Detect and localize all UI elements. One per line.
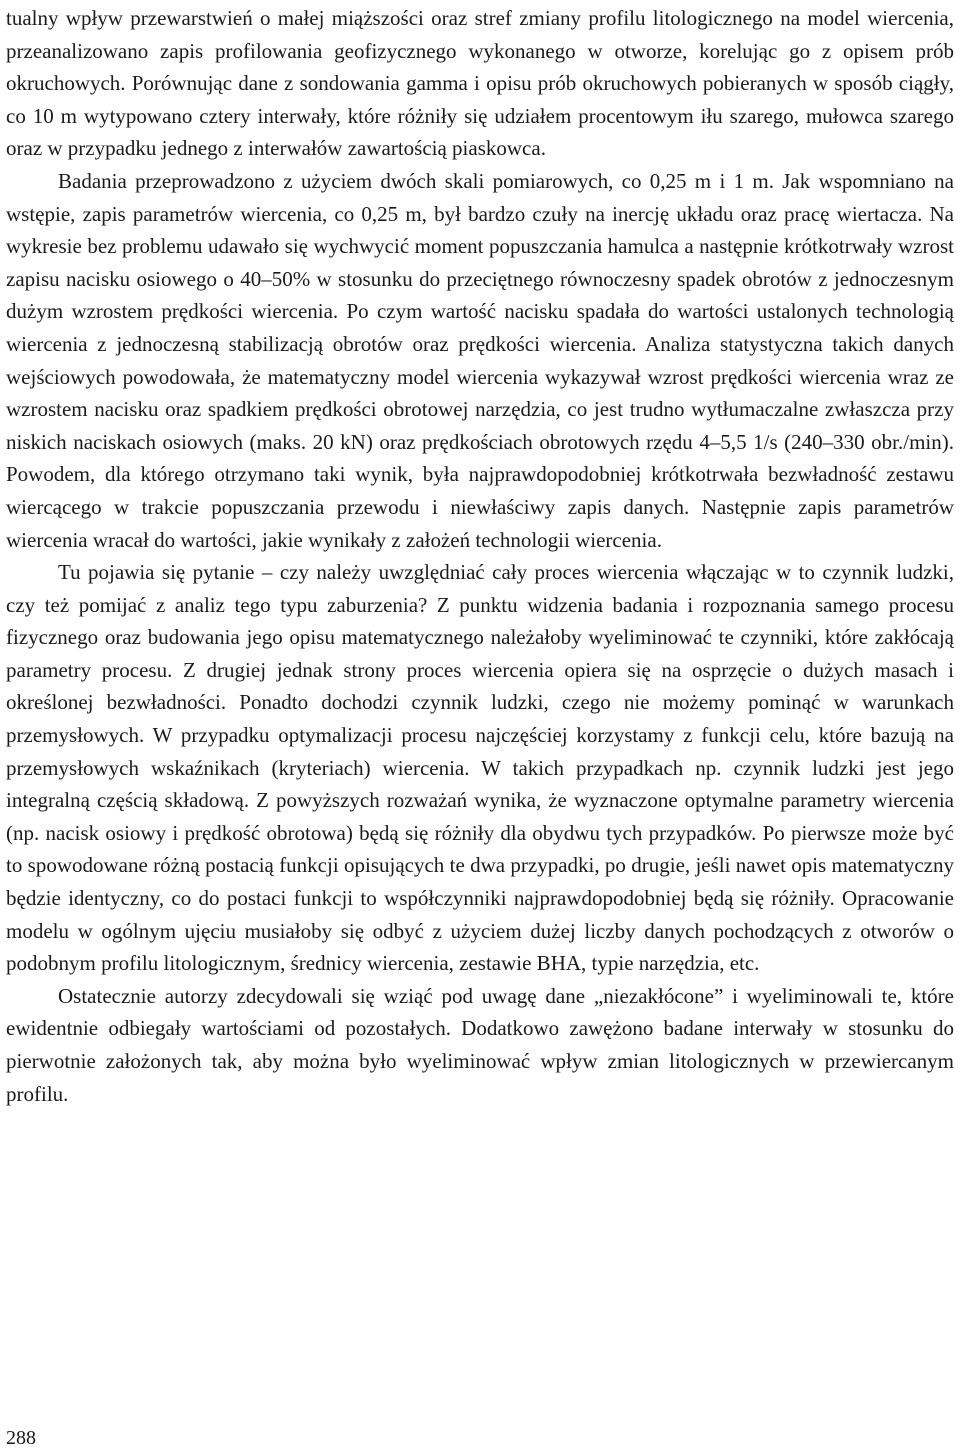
paragraph-4: Ostatecznie autorzy zdecydowali się wziąć pod uwagę dane „niezakłócone” i wyeliminowali te, które ewidentnie odbiegały wartościami od pozostałych. Dodatkowo zawężono badane interwały w stosunku do pierwotnie założonych tak, aby można było wyeliminować wpływ zmian litologicznych w przewiercanym profilu. [6, 983, 954, 1106]
page-body [6, 0, 954, 1110]
paragraph-2: Badania przeprowadzono z użyciem dwóch skali pomiarowych, co 0,25 m i 1 m. Jak wspomniano na wstępie, zapis parametrów wiercenia, co 0,25 m, był bardzo czuły na inercję układu oraz pracę wiertacza. Na wykresie bez problemu udawało się wychwycić moment popuszczania hamulca a następnie krótkotrwały wzrost zapisu nacisku osiowego o 40–50% w stosunku do przeciętnego równoczesny spadek obrotów z jednoczesnym dużym wzrostem prędkości wiercenia. Po czym wartość nacisku spadała do wartości ustalonych technologią wiercenia z jednoczesną stabilizacją obrotów oraz prędkości wiercenia. Analiza statystyczna takich danych wejściowych powodowała, że matematyczny model wiercenia wykazywał wzrost prędkości wiercenia wraz ze wzrostem nacisku oraz spadkiem prędkości obrotowej narzędzia, co jest trudno wytłumaczalne zwłaszcza przy niskich naciskach osiowych (maks. 20 kN) oraz prędkościach obrotowych rzędu 4–5,5 1/s (240–330 obr./min). Powodem, dla którego otrzymano taki wynik, była najprawdopodobniej krótkotrwała bezwładność zestawu wiercącego w trakcie popuszczania przewodu i niewłaściwy zapis danych. Następnie zapis parametrów wiercenia wracał do wartości, jakie wynikały z założeń technologii wiercenia. [6, 168, 954, 552]
paragraph-3: Tu pojawia się pytanie – czy należy uwzględniać cały proces wiercenia włączając w to czynnik ludzki, czy też pomijać z analiz tego typu zaburzenia? Z punktu widzenia badania i rozpoznania samego procesu fizycznego oraz budowania jego opisu matematycznego należałoby wyeliminować te czynniki, które zakłócają parametry procesu. Z drugiej jednak strony proces wiercenia opiera się na osprzęcie o dużych masach i określonej bezwładności. Ponadto dochodzi czynnik ludzki, czego nie możemy pominąć w warunkach przemysłowych. W przypadku optymalizacji procesu najczęściej korzystamy z funkcji celu, które bazują na przemysłowych wskaźnikach (kryteriach) wiercenia. W takich przypadkach np. czynnik ludzki jest jego integralną częścią składową. Z powyższych rozważań wynika, że wyznaczone optymalne parametry wiercenia (np. nacisk osiowy i prędkość obrotowa) będą się różniły dla obydwu tych przypadków. Po pierwsze może być to spowodowane różną postacią funkcji opisujących te dwa przypadki, po drugie, jeśli nawet opis matematyczny będzie identyczny, co do postaci funkcji to współczynniki najprawdopodobniej będą się różniły. Opracowanie modelu w ogólnym ujęciu musiałoby się odbyć z użyciem dużej liczby danych pochodzących z otworów o podobnym profilu litologicznym, średnicy wiercenia, zestawie BHA, typie narzędzia, etc. [6, 560, 954, 976]
paragraph-1: tualny wpływ przewarstwień o małej miąższości oraz stref zmiany profilu litologicznego na model wiercenia, przeanalizowano zapis profilowania geofizycznego wykonanego w otworze, korelując go z opisem prób okruchowych. Porównując dane z sondowania gamma i opisu prób okruchowych pobieranych w sposób ciągły, co 10 m wytypowano cztery interwały, które różniły się udziałem procentowym iłu szarego, mułowca szarego oraz w przypadku jednego z interwałów zawartością piaskowca. [6, 6, 954, 161]
page-number: 288 [6, 1427, 36, 1449]
